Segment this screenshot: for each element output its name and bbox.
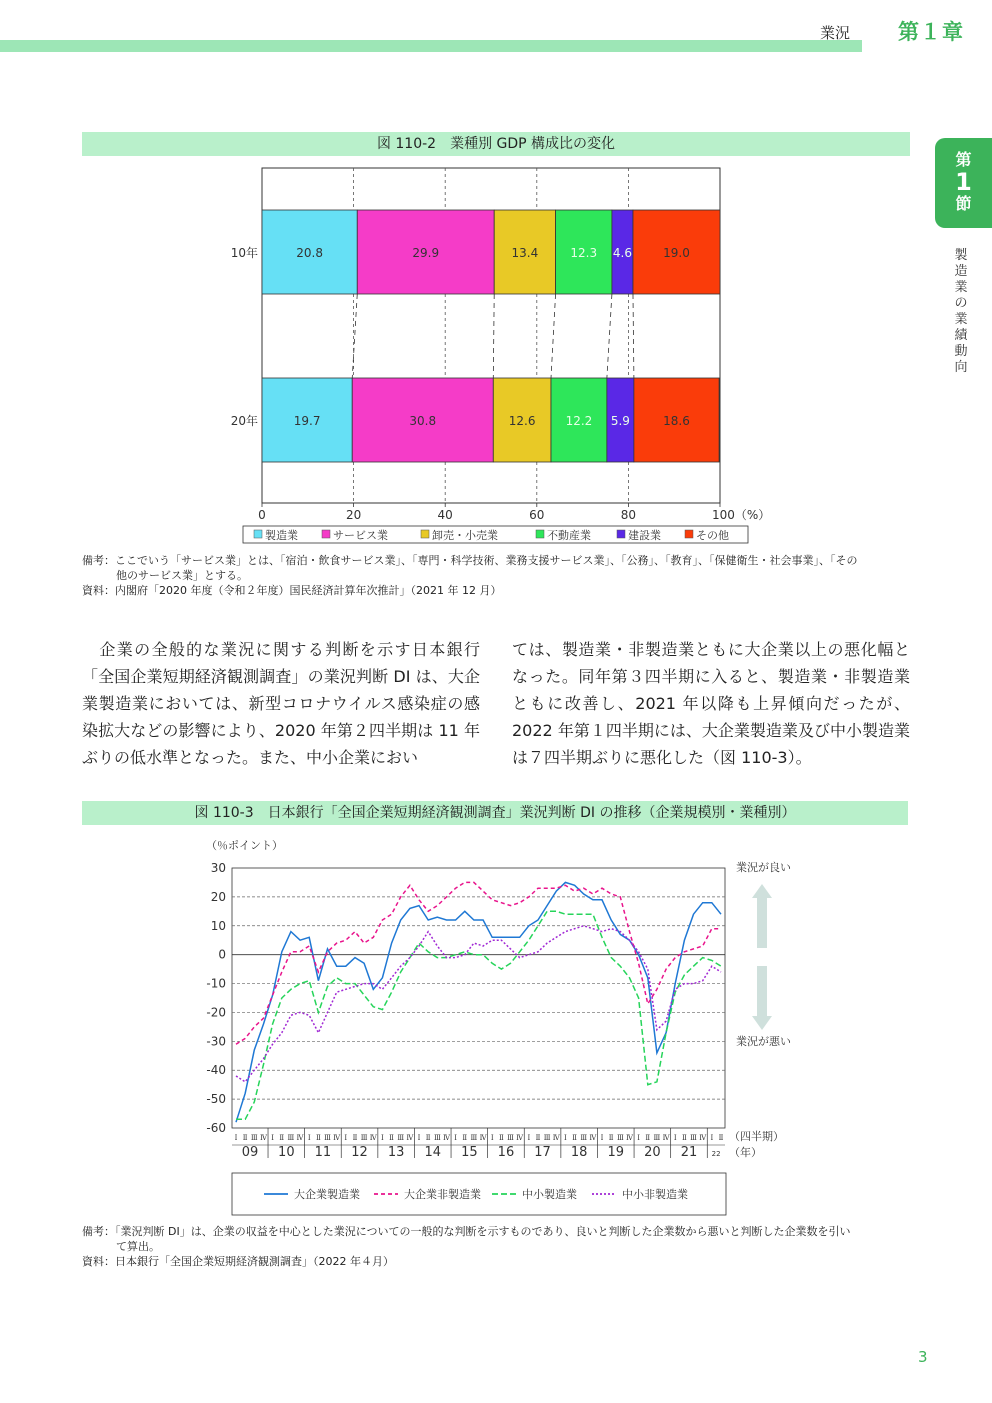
x-tick-label: 60	[529, 508, 545, 522]
bar-value-label: 19.0	[663, 246, 690, 260]
quarter-tick-label: Ⅱ	[535, 1134, 541, 1142]
figure-110-3-title: 図 110-3 日本銀行「全国企業短期経済観測調査」業況判断 DI の推移（企業規模別・業種別）	[82, 801, 908, 825]
figure-110-2-note-cont: 他のサービス業」とする。	[116, 569, 248, 582]
legend-swatch	[254, 530, 262, 538]
quarter-tick-label: Ⅳ	[552, 1134, 560, 1142]
y-tick-label: -10	[206, 976, 226, 991]
quarter-tick-label: Ⅱ	[645, 1134, 651, 1142]
quarter-tick-label: Ⅰ	[307, 1134, 311, 1142]
y-tick-label: 30	[210, 861, 226, 875]
quarter-tick-label: Ⅳ	[516, 1134, 524, 1142]
quarter-tick-label: Ⅲ	[616, 1134, 624, 1142]
quarter-tick-label: Ⅳ	[333, 1134, 341, 1142]
quarter-tick-label: Ⅳ	[442, 1134, 450, 1142]
page-number: 3	[918, 1348, 928, 1366]
year-label: 09	[241, 1145, 259, 1160]
quarter-tick-label: Ⅲ	[397, 1134, 405, 1142]
figure-110-2-title: 図 110-2 業種別 GDP 構成比の変化	[82, 132, 910, 156]
year-label: 16	[497, 1145, 515, 1160]
x-tick-label: 20	[345, 508, 362, 522]
quarter-tick-label: Ⅲ	[690, 1134, 697, 1142]
y-tick-label: 20	[210, 889, 226, 904]
legend-label: 不動産業	[547, 529, 591, 542]
y-tick-label: 10	[210, 918, 226, 933]
year-label: 19	[607, 1145, 625, 1160]
y-tick-label: -60	[206, 1121, 226, 1135]
bar-value-label: 19.7	[293, 414, 321, 428]
quarter-tick-label: Ⅱ	[498, 1134, 504, 1142]
figure-110-2-notes	[82, 553, 912, 598]
quarter-tick-label: Ⅲ	[653, 1134, 661, 1142]
legend	[243, 526, 748, 543]
quarter-tick-label: Ⅰ	[637, 1134, 641, 1142]
quarter-tick-label: Ⅳ	[479, 1134, 487, 1142]
quarter-tick-label: Ⅲ	[287, 1134, 295, 1142]
quarter-tick-label: Ⅲ	[580, 1134, 588, 1142]
legend-swatch	[421, 530, 429, 538]
figure-110-3-note-cont: て算出。	[116, 1240, 160, 1253]
x-tick-label: 100（%）	[712, 508, 771, 522]
gdp-composition-chart	[0, 0, 992, 560]
quarter-tick-label: Ⅰ	[673, 1134, 677, 1142]
plot-frame	[232, 868, 725, 1128]
quarter-tick-label: Ⅲ	[543, 1134, 551, 1142]
up-arrow-shaft	[757, 898, 767, 948]
x-tick-label: 40	[437, 508, 453, 522]
quarter-tick-label: Ⅰ	[527, 1134, 531, 1142]
year-label: 17	[534, 1145, 551, 1160]
legend-label: 大企業非製造業	[404, 1188, 481, 1201]
quarter-tick-label: Ⅰ	[344, 1134, 348, 1142]
bar-value-label: 5.9	[610, 414, 630, 428]
legend-label: サービス業	[333, 529, 388, 542]
legend-swatch	[617, 530, 625, 538]
section-side-title: 製造業の業績動向	[954, 248, 968, 375]
bar-value-label: 18.6	[663, 414, 690, 428]
bar-value-label: 30.8	[409, 414, 437, 428]
legend	[232, 1173, 726, 1215]
y-tick-label: 0	[218, 947, 226, 962]
year-label: 12	[351, 1145, 368, 1160]
legend-label: 製造業	[265, 529, 298, 542]
annotation-good: 業況が良い	[736, 861, 791, 874]
x-axis-unit-quarter: （四半期）	[729, 1130, 784, 1143]
quarter-tick-label: Ⅲ	[507, 1134, 514, 1142]
quarter-tick-label: Ⅳ	[662, 1134, 670, 1142]
bar-value-label: 29.9	[412, 246, 440, 260]
chapter-mark: 第１章	[898, 20, 964, 44]
quarter-tick-label: Ⅳ	[406, 1134, 414, 1142]
annotation-bad: 業況が悪い	[736, 1035, 791, 1048]
bar-value-label: 12.2	[565, 414, 593, 428]
body-text-right: ては、製造業・非製造業ともに大企業以上の悪化幅となった。同年第３四半期に入ると、製造業・非製造業ともに改善し、2021 年以降も上昇傾向だったが、2022 年第１四半期には、大企業製造業及び中小製造業は７四半期ぶりに悪化した（図 110-3）。	[512, 640, 910, 767]
y-tick-label: -50	[206, 1092, 226, 1107]
year-label: 14	[424, 1145, 442, 1160]
body-text-left: 企業の全般的な業況に関する判断を示す日本銀行「全国企業短期経済観測調査」の業況判断 DI は、大企業製造業においては、新型コロナウイルス感染症の感染拡大などの影響により、2020 年第２四半期は 11 年ぶりの低水準となった。また、中小企業におい	[82, 640, 480, 767]
quarter-tick-label: Ⅱ	[389, 1134, 394, 1142]
quarter-tick-label: Ⅰ	[600, 1134, 604, 1142]
legend-swatch	[685, 530, 693, 538]
legend-swatch	[536, 530, 544, 538]
quarter-tick-label: Ⅱ	[572, 1134, 577, 1142]
down-arrow-shaft	[757, 966, 767, 1016]
quarter-tick-label: Ⅱ	[315, 1134, 321, 1142]
quarter-tick-label: Ⅰ	[490, 1134, 494, 1142]
x-axis-unit-year: （年）	[729, 1146, 762, 1159]
quarter-tick-label: Ⅳ	[296, 1134, 304, 1142]
category-label: 10年	[230, 246, 258, 260]
quarter-tick-label: Ⅱ	[682, 1134, 687, 1142]
legend-label: 卸売・小売業	[432, 529, 498, 542]
quarter-tick-label: Ⅳ	[589, 1134, 597, 1142]
legend-label: 大企業製造業	[294, 1188, 360, 1201]
quarter-tick-label: Ⅱ	[425, 1134, 431, 1142]
quarter-tick-label: Ⅱ	[279, 1134, 285, 1142]
category-label: 20年	[230, 414, 258, 428]
section-tab-number: 1	[955, 168, 972, 196]
section-tab-line3: 節	[955, 194, 972, 213]
tankan-di-chart	[0, 820, 992, 1220]
figure-110-3-note: 備考：「業況判断 DI」は、企業の収益を中心とした業況についての一般的な判断を示すものであり、良いと判断した企業数から悪いと判断した企業数を引い	[82, 1225, 851, 1238]
quarter-tick-label: Ⅰ	[381, 1134, 384, 1142]
legend-label: 中小製造業	[522, 1188, 577, 1201]
quarter-tick-label: Ⅱ	[352, 1134, 358, 1142]
year-label: 22	[711, 1150, 721, 1158]
quarter-tick-label: Ⅰ	[234, 1134, 238, 1142]
figure-110-2-note: 備考：ここでいう「サービス業」とは、「宿泊・飲食サービス業」、「専門・科学技術、業務支援サービス業」、「公務」、「教育」、「保健衛生・社会事業」、「その	[82, 554, 858, 567]
quarter-tick-label: Ⅲ	[433, 1134, 441, 1142]
legend-label: その他	[696, 529, 729, 542]
bar-value-label: 4.6	[612, 246, 632, 260]
quarter-tick-label: Ⅲ	[324, 1134, 331, 1142]
quarter-tick-label: Ⅰ	[417, 1134, 421, 1142]
year-label: 18	[570, 1145, 588, 1160]
up-arrow-head	[752, 884, 772, 898]
x-tick-label: 0	[258, 508, 266, 522]
bar-value-label: 12.6	[508, 414, 536, 428]
figure-110-3-source: 資料：日本銀行「全国企業短期経済観測調査」（2022 年４月）	[82, 1255, 394, 1268]
section-name: 業況	[820, 24, 851, 42]
down-arrow-head	[752, 1016, 772, 1030]
quarter-tick-label: Ⅱ	[608, 1134, 614, 1142]
section-tab-line1: 第	[955, 150, 972, 169]
quarter-tick-label: Ⅲ	[360, 1134, 368, 1142]
quarter-tick-label: Ⅰ	[454, 1134, 458, 1142]
x-tick-label: 80	[620, 508, 637, 522]
year-label: 11	[314, 1145, 332, 1160]
y-tick-label: -20	[206, 1005, 226, 1020]
year-label: 13	[387, 1145, 405, 1160]
quarter-tick-label: Ⅳ	[369, 1134, 377, 1142]
quarter-tick-label: Ⅰ	[564, 1134, 567, 1142]
quarter-tick-label: Ⅳ	[625, 1134, 633, 1142]
year-label: 15	[461, 1145, 478, 1160]
quarter-tick-label: Ⅱ	[462, 1134, 468, 1142]
legend-label: 中小非製造業	[622, 1188, 688, 1201]
year-label: 20	[644, 1145, 661, 1160]
figure-110-3-notes	[82, 1224, 912, 1269]
quarter-tick-label: Ⅰ	[271, 1134, 274, 1142]
quarter-tick-label: Ⅱ	[242, 1134, 248, 1142]
quarter-tick-label: Ⅳ	[699, 1134, 707, 1142]
y-axis-unit: （％ポイント）	[206, 839, 283, 852]
legend-swatch	[322, 530, 330, 538]
quarter-tick-label: Ⅱ	[718, 1134, 724, 1142]
y-tick-label: -30	[206, 1034, 226, 1049]
figure-110-2-source: 資料：内閣府「2020 年度（令和２年度）国民経済計算年次推計」（2021 年 12 月）	[82, 584, 502, 597]
quarter-tick-label: Ⅰ	[710, 1134, 714, 1142]
bar-value-label: 20.8	[296, 246, 323, 260]
quarter-tick-label: Ⅲ	[250, 1134, 258, 1142]
bar-value-label: 12.3	[570, 246, 598, 260]
y-tick-label: -40	[206, 1063, 226, 1078]
quarter-tick-label: Ⅳ	[259, 1134, 267, 1142]
year-label: 21	[680, 1145, 698, 1160]
year-label: 10	[278, 1145, 295, 1160]
legend-label: 建設業	[628, 529, 661, 542]
quarter-tick-label: Ⅲ	[470, 1134, 478, 1142]
bar-value-label: 13.4	[511, 246, 539, 260]
